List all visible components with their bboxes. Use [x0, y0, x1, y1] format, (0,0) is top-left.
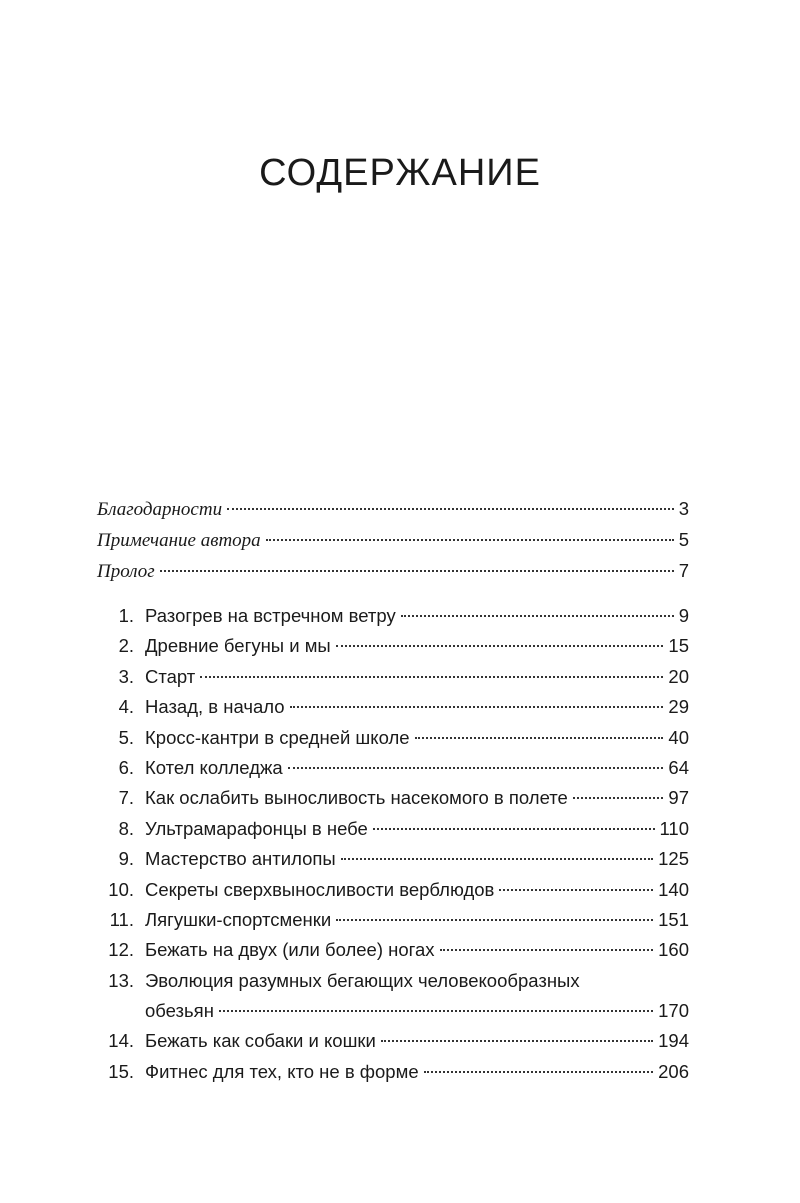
- dot-leader: [288, 767, 664, 769]
- dot-leader: [440, 949, 654, 951]
- entry-title: Примечание автора: [97, 530, 261, 551]
- entry-title: Бежать как собаки и кошки: [145, 1030, 376, 1052]
- entry-title-continued: обезьян: [145, 1000, 214, 1022]
- chapter-number: 8.: [118, 817, 134, 839]
- dot-leader: [336, 645, 664, 647]
- dot-leader: [336, 919, 653, 921]
- entry-page-number: 64: [668, 756, 689, 778]
- entry-title: Фитнес для тех, кто не в форме: [145, 1060, 419, 1082]
- chapter-number: 11.: [109, 908, 134, 930]
- entry-title: Секреты сверхвыносливости верблюдов: [145, 878, 495, 900]
- chapter-number: 3.: [118, 665, 134, 687]
- toc-entry-front: [97, 494, 689, 525]
- entry-page-number: 20: [668, 665, 689, 687]
- entry-title: Эволюция разумных бегающих человекообразных: [145, 969, 580, 991]
- dot-leader: [573, 797, 664, 799]
- front-matter-list: [97, 494, 689, 587]
- dot-leader: [227, 508, 674, 510]
- entry-page-number: 151: [658, 908, 689, 930]
- entry-title: Ультрамарафонцы в небе: [145, 817, 368, 839]
- dot-leader: [219, 1010, 653, 1012]
- chapter-number: 5.: [118, 726, 134, 748]
- entry-title: Лягушки-спортсменки: [145, 908, 332, 930]
- toc-entry-chapter: [97, 996, 689, 1026]
- chapter-number: 1.: [118, 605, 134, 626]
- entry-page-number: 97: [668, 787, 689, 809]
- toc-entry-chapter: [97, 692, 689, 722]
- entry-page-number: 7: [678, 560, 689, 581]
- entry-page-number: 160: [658, 939, 689, 961]
- entry-title: Назад, в начало: [145, 696, 285, 718]
- entry-page-number: 5: [678, 529, 689, 550]
- page-title: СОДЕРЖАНИЕ: [259, 152, 541, 194]
- toc-entry-chapter: [97, 601, 689, 631]
- chapter-number: 4.: [118, 696, 134, 718]
- dot-leader: [381, 1040, 653, 1042]
- toc-entry-chapter: [97, 814, 689, 844]
- toc-entry-front: [97, 556, 689, 587]
- chapter-number: 9.: [118, 848, 134, 870]
- toc-entry-chapter: [97, 844, 689, 874]
- dot-leader: [290, 706, 664, 708]
- dot-leader: [160, 570, 674, 572]
- dot-leader: [341, 858, 653, 860]
- entry-title: Бежать на двух (или более) ногах: [145, 939, 435, 961]
- chapter-number: 15.: [108, 1060, 134, 1082]
- toc-entry-chapter: [97, 662, 689, 692]
- dot-leader: [200, 676, 663, 678]
- dot-leader: [424, 1071, 654, 1073]
- entry-page-number: 15: [668, 635, 689, 657]
- toc-entry-chapter: [97, 905, 689, 935]
- toc-entry-chapter: [97, 1057, 689, 1087]
- toc-entry-chapter: [97, 723, 689, 753]
- entry-page-number: 140: [658, 878, 689, 900]
- toc-entry-chapter: [97, 935, 689, 965]
- chapter-list: [97, 601, 689, 1087]
- entry-page-number: 194: [658, 1030, 689, 1052]
- chapter-number: 13.: [108, 969, 134, 991]
- toc-entry-chapter: [97, 631, 689, 661]
- entry-title: Мастерство антилопы: [145, 848, 336, 870]
- dot-leader: [266, 539, 674, 541]
- toc-entry-chapter: [97, 753, 689, 783]
- entry-title: Старт: [145, 665, 196, 687]
- entry-title: Разогрев на встречном ветру: [145, 605, 396, 626]
- entry-page-number: 29: [668, 696, 689, 718]
- dot-leader: [499, 889, 653, 891]
- dot-leader: [373, 828, 655, 830]
- chapter-number: 7.: [118, 787, 134, 809]
- entry-page-number: 110: [659, 817, 689, 839]
- chapter-number: 6.: [118, 756, 134, 778]
- entry-page-number: 125: [658, 848, 689, 870]
- entry-title: Кросс-кантри в средней школе: [145, 726, 410, 748]
- toc-entry-chapter: [97, 875, 689, 905]
- toc-entry-front: [97, 525, 689, 556]
- dot-leader: [401, 615, 674, 617]
- entry-page-number: 3: [678, 498, 689, 519]
- entry-title: Благодарности: [97, 499, 223, 520]
- entry-page-number: 206: [658, 1060, 689, 1082]
- entry-title: Пролог: [97, 561, 155, 582]
- table-of-contents: [97, 494, 689, 1087]
- chapter-number: 14.: [108, 1030, 134, 1052]
- chapter-number: 2.: [118, 635, 134, 657]
- toc-entry-chapter: [97, 1026, 689, 1056]
- entry-page-number: 170: [658, 1000, 689, 1022]
- entry-page-number: 9: [678, 605, 689, 626]
- chapter-number: 12.: [108, 939, 134, 961]
- toc-entry-chapter: [97, 783, 689, 813]
- entry-page-number: 40: [668, 726, 689, 748]
- entry-title: Котел колледжа: [145, 756, 283, 778]
- entry-title: Как ослабить выносливость насекомого в полете: [145, 787, 568, 809]
- chapter-number: 10.: [108, 878, 134, 900]
- dot-leader: [415, 737, 664, 739]
- entry-title: Древние бегуны и мы: [145, 635, 331, 657]
- toc-entry-chapter-line1: [97, 966, 689, 996]
